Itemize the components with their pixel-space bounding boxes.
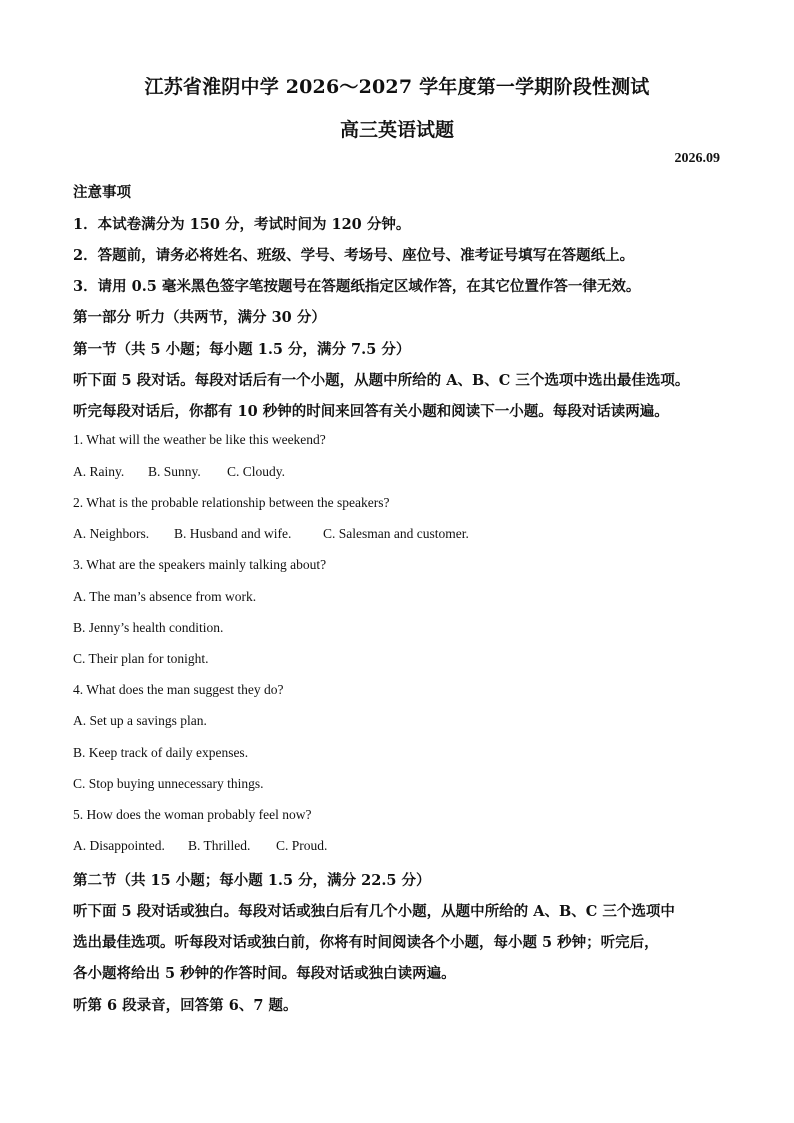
exam-title: 江苏省淮阴中学 2026～2027 学年度第一学期阶段性测试 [144,76,650,98]
question-4-option-b: B. Keep track of daily expenses. [73,745,249,760]
question-1-options [73,464,285,480]
option-b: B. Sunny. [148,464,201,479]
question-3-option-b: B. Jenny’s health condition. [73,620,224,635]
exam-subtitle: 高三英语试题 [339,119,454,141]
section2-heading: 第二节（共 15 小题；每小题 1.5 分，满分 22.5 分） [73,872,431,889]
option-c: C. Cloudy. [227,464,286,479]
section1-instruction-1: 听下面 5 段对话。每段对话后有一个小题，从题中所给的 A、B、C 三个选项中选出最佳选项。 [73,372,690,389]
note-item-2: 2．答题前，请务必将姓名、班级、学号、考场号、座位号、准考证号填写在答题纸上。 [73,247,635,264]
option-b: B. Husband and wife. [174,526,292,541]
note-item-1: 1．本试卷满分为 150 分，考试时间为 120 分钟。 [73,216,411,233]
section1-instruction-2: 听完每段对话后，你都有 10 秒钟的时间来回答有关小题和阅读下一小题。每段对话读两遍。 [73,403,669,420]
audio-6-instruction: 听第 6 段录音，回答第 6、7 题。 [73,997,298,1014]
section2-instruction-3: 各小题将给出 5 秒钟的作答时间。每段对话或独白读两遍。 [73,965,456,982]
exam-date: 2026.09 [674,151,720,166]
option-c: C. Salesman and customer. [323,526,469,541]
question-2: 2. What is the probable relationship between the speakers? [73,495,390,510]
question-4: 4. What does the man suggest they do? [73,682,284,697]
section2-instruction-2: 选出最佳选项。听每段对话或独白前，你将有时间阅读各个小题，每小题 5 秒钟；听完后， [73,934,659,951]
part1-heading: 第一部分 听力（共两节，满分 30 分） [73,309,326,326]
question-5: 5. How does the woman probably feel now? [73,807,312,822]
option-a: A. Disappointed. [73,838,165,853]
option-b: B. Thrilled. [188,838,251,853]
question-5-options [73,838,327,854]
question-1: 1. What will the weather be like this weekend? [73,432,326,447]
option-a: A. Neighbors. [73,526,150,541]
question-4-option-c: C. Stop buying unnecessary things. [73,776,264,791]
question-3: 3. What are the speakers mainly talking about? [73,557,327,572]
question-4-option-a: A. Set up a savings plan. [73,713,207,728]
section1-heading: 第一节（共 5 小题；每小题 1.5 分，满分 7.5 分） [73,341,411,358]
question-3-option-a: A. The man’s absence from work. [73,589,257,604]
question-2-options [73,526,469,542]
notes-heading: 注意事项 [73,184,131,201]
option-c: C. Proud. [276,838,328,853]
option-a: A. Rainy. [73,464,125,479]
note-item-3: 3．请用 0.5 毫米黑色签字笔按题号在答题纸指定区域作答，在其它位置作答一律无效。 [73,278,641,295]
question-3-option-c: C. Their plan for tonight. [73,651,209,666]
section2-instruction-1: 听下面 5 段对话或独白。每段对话或独白后有几个小题，从题中所给的 A、B、C 三个选项中 [73,903,675,920]
